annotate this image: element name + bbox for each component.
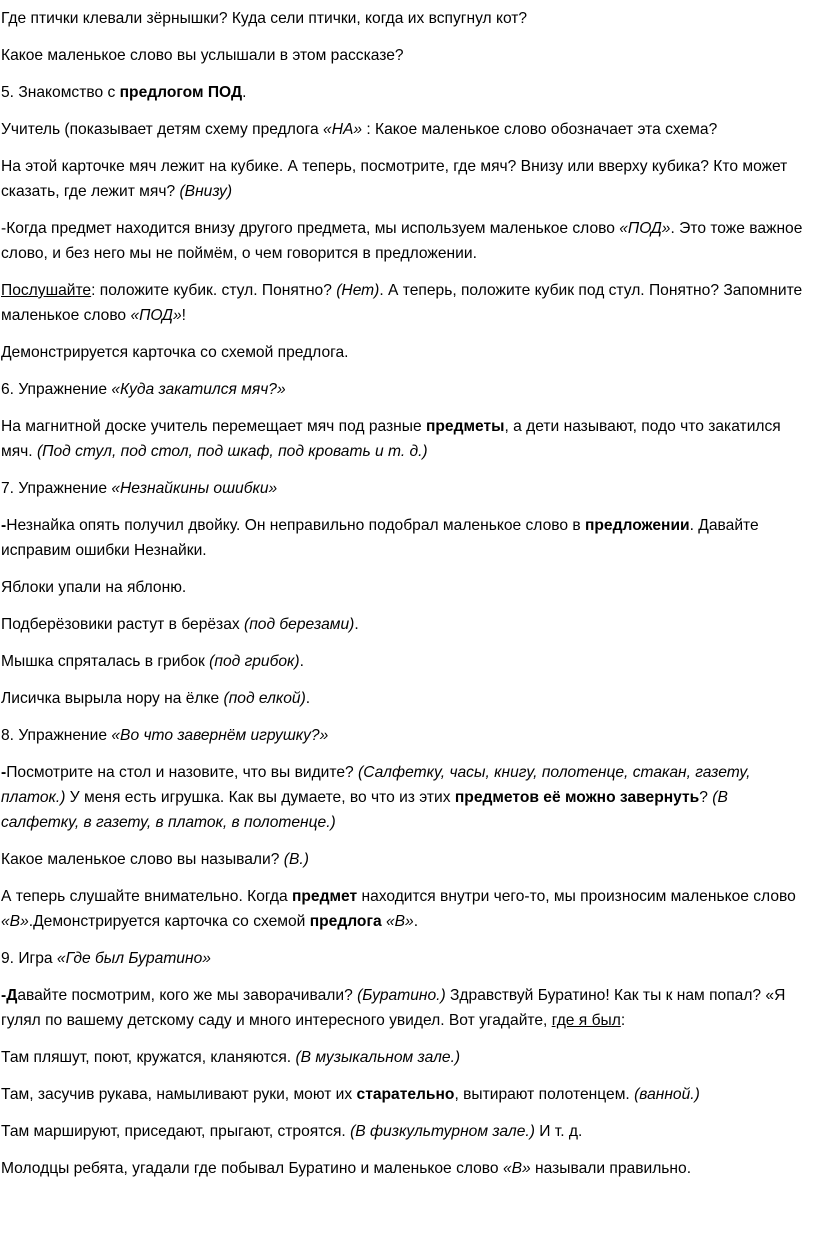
- text: .: [299, 653, 304, 670]
- italic-text: (Салфетку, часы, книгу, полотенце, стакан, газету, платок.): [1, 764, 751, 806]
- paragraph-riddle-gym: [1, 1119, 806, 1144]
- text: 6. Упражнение: [1, 381, 112, 398]
- italic-text: «ПОД»: [619, 220, 671, 237]
- paragraph-pod-explained: [1, 216, 806, 266]
- italic-text: (ванной.): [634, 1086, 700, 1103]
- section-heading-5: [1, 80, 806, 105]
- text: Яблоки упали на яблоню.: [1, 579, 187, 596]
- text: . А теперь, положите кубик под стул. Понятно? Запомните маленькое слово: [1, 282, 803, 324]
- bold-text: предлогом ПОД: [119, 84, 243, 101]
- section-heading-6: [1, 377, 806, 402]
- paragraph-listen-carefully: [1, 884, 806, 934]
- text: находится внутри чего-то, мы произносим маленькое слово: [357, 888, 796, 905]
- paragraph-mouse: [1, 649, 806, 674]
- text: Учитель (показывает детям схему предлога: [1, 121, 324, 138]
- paragraph-buratino: [1, 983, 806, 1033]
- paragraph-question-word: [1, 43, 806, 68]
- text: Молодцы ребята, угадали где побывал Буратино и маленькое слово: [1, 1160, 503, 1177]
- paragraph-apples: [1, 575, 806, 600]
- text: !: [181, 307, 187, 324]
- italic-text: «ПОД»: [130, 307, 182, 324]
- bold-text: предложении: [584, 517, 690, 534]
- underlined-text: где я был: [551, 1012, 621, 1029]
- italic-text: «В»: [385, 913, 414, 930]
- text: -Когда предмет находится внизу другого предмета, мы используем маленькое слово: [1, 220, 620, 237]
- text: На этой карточке мяч лежит на кубике. А теперь, посмотрите, где мяч? Внизу или вверху кубика? Кто может сказать, где лежит мяч?: [1, 158, 788, 200]
- text: Где птички клевали зёрнышки? Куда сели птички, когда их вспугнул кот?: [1, 10, 528, 27]
- paragraph-neznayka: [1, 513, 806, 563]
- paragraph-card-ball: [1, 154, 806, 204]
- text: .: [354, 616, 359, 633]
- bold-text: предметы: [425, 418, 505, 435]
- bold-text: старательно: [356, 1086, 455, 1103]
- bold-text: -Д: [1, 987, 18, 1004]
- text: Здравствуй Буратино! Как ты к нам попал? «Я гулял по вашему детскому саду и много интересного увидел. Вот угадайте,: [1, 987, 786, 1029]
- text: У меня есть игрушка. Как вы думаете, во что из этих: [65, 789, 455, 806]
- text: : Какое маленькое слово обозначает эта схема?: [362, 121, 718, 138]
- text: Какое маленькое слово вы услышали в этом рассказе?: [1, 47, 404, 64]
- italic-text: «В»: [1, 913, 29, 930]
- bold-text: предлога: [309, 913, 382, 930]
- text: Посмотрите на стол и назовите, что вы видите?: [6, 764, 359, 781]
- paragraph-riddle-bath: [1, 1082, 806, 1107]
- text: На магнитной доске учитель перемещает мяч под разные: [1, 418, 426, 435]
- bold-text: предметов её можно завернуть: [454, 789, 700, 806]
- text: .: [242, 84, 247, 101]
- text: Какое маленькое слово вы называли?: [1, 851, 284, 868]
- text: .: [305, 690, 311, 707]
- text: И т. д.: [534, 1123, 583, 1140]
- text: Там, засучив рукава, намыливают руки, моют их: [1, 1086, 357, 1103]
- italic-text: (В физкультурном зале.): [350, 1123, 535, 1140]
- text: Там пляшут, поют, кружатся, кланяются.: [1, 1049, 296, 1066]
- text: 9. Игра: [1, 950, 57, 967]
- bold-text: -: [1, 517, 7, 534]
- paragraph-demo-card: [1, 340, 806, 365]
- italic-text: (Внизу): [179, 183, 233, 200]
- text: , вытирают полотенцем.: [454, 1086, 635, 1103]
- text: . Давайте исправим ошибки Незнайки.: [1, 517, 759, 559]
- paragraph-well-done: [1, 1156, 806, 1181]
- text: .: [413, 913, 419, 930]
- italic-text: (под грибок): [209, 653, 300, 670]
- text: авайте посмотрим, кого же мы заворачивали?: [17, 987, 358, 1004]
- text: : положите кубик. стул. Понятно?: [91, 282, 337, 299]
- text: Лисичка вырыла нору на ёлке: [1, 690, 224, 707]
- paragraph-riddle-music: [1, 1045, 806, 1070]
- bold-text: предмет: [291, 888, 358, 905]
- italic-text: «Во что завернём игрушку?»: [111, 727, 329, 744]
- section-heading-9: [1, 946, 806, 971]
- italic-text: «Куда закатился мяч?»: [111, 381, 286, 398]
- paragraph-table-items: [1, 760, 806, 835]
- italic-text: (В.): [283, 851, 309, 868]
- paragraph-teacher-shows: [1, 117, 806, 142]
- paragraph-magnetic-board: [1, 414, 806, 464]
- underlined-text: Послушайте: [1, 282, 92, 299]
- section-heading-7: [1, 476, 806, 501]
- italic-text: (под березами): [244, 616, 355, 633]
- text: Незнайка опять получил двойку. Он неправильно подобрал маленькое слово в: [6, 517, 585, 534]
- italic-text: «Где был Буратино»: [56, 950, 211, 967]
- text: :: [620, 1012, 626, 1029]
- text: , а дети называют, подо что закатился мяч.: [1, 418, 781, 460]
- italic-text: (Буратино.): [357, 987, 446, 1004]
- paragraph-fox: [1, 686, 806, 711]
- italic-text: «В»: [502, 1160, 531, 1177]
- paragraph-which-word: [1, 847, 806, 872]
- text: ?: [699, 789, 713, 806]
- text: Там маршируют, приседают, прыгают, строятся.: [1, 1123, 351, 1140]
- italic-text: (В музыкальном зале.): [295, 1049, 461, 1066]
- italic-text: «Незнайкины ошибки»: [111, 480, 278, 497]
- italic-text: (под елкой): [223, 690, 306, 707]
- italic-text: (Под стул, под стол, под шкаф, под кровать и т. д.): [36, 443, 428, 460]
- italic-text: (Нет): [336, 282, 380, 299]
- paragraph-listen: [1, 278, 806, 328]
- text: Мышка спряталась в грибок: [1, 653, 210, 670]
- text: А теперь слушайте внимательно. Когда: [1, 888, 292, 905]
- text: 5. Знакомство с: [1, 84, 120, 101]
- text: 8. Упражнение: [1, 727, 112, 744]
- italic-text: «НА»: [323, 121, 363, 138]
- text: называли правильно.: [530, 1160, 692, 1177]
- paragraph-mushrooms: [1, 612, 806, 637]
- section-heading-8: [1, 723, 806, 748]
- text: 7. Упражнение: [1, 480, 112, 497]
- bold-text: -: [1, 764, 7, 781]
- text: . Это тоже важное слово, и без него мы не поймём, о чем говорится в предложении.: [1, 220, 803, 262]
- text: .Демонстрируется карточка со схемой: [28, 913, 310, 930]
- italic-text: (В салфетку, в газету, в платок, в полотенце.): [1, 789, 728, 831]
- text: Подберёзовики растут в берёзах: [1, 616, 244, 633]
- text: Демонстрируется карточка со схемой предлога.: [1, 344, 349, 361]
- paragraph-questions: [1, 6, 806, 31]
